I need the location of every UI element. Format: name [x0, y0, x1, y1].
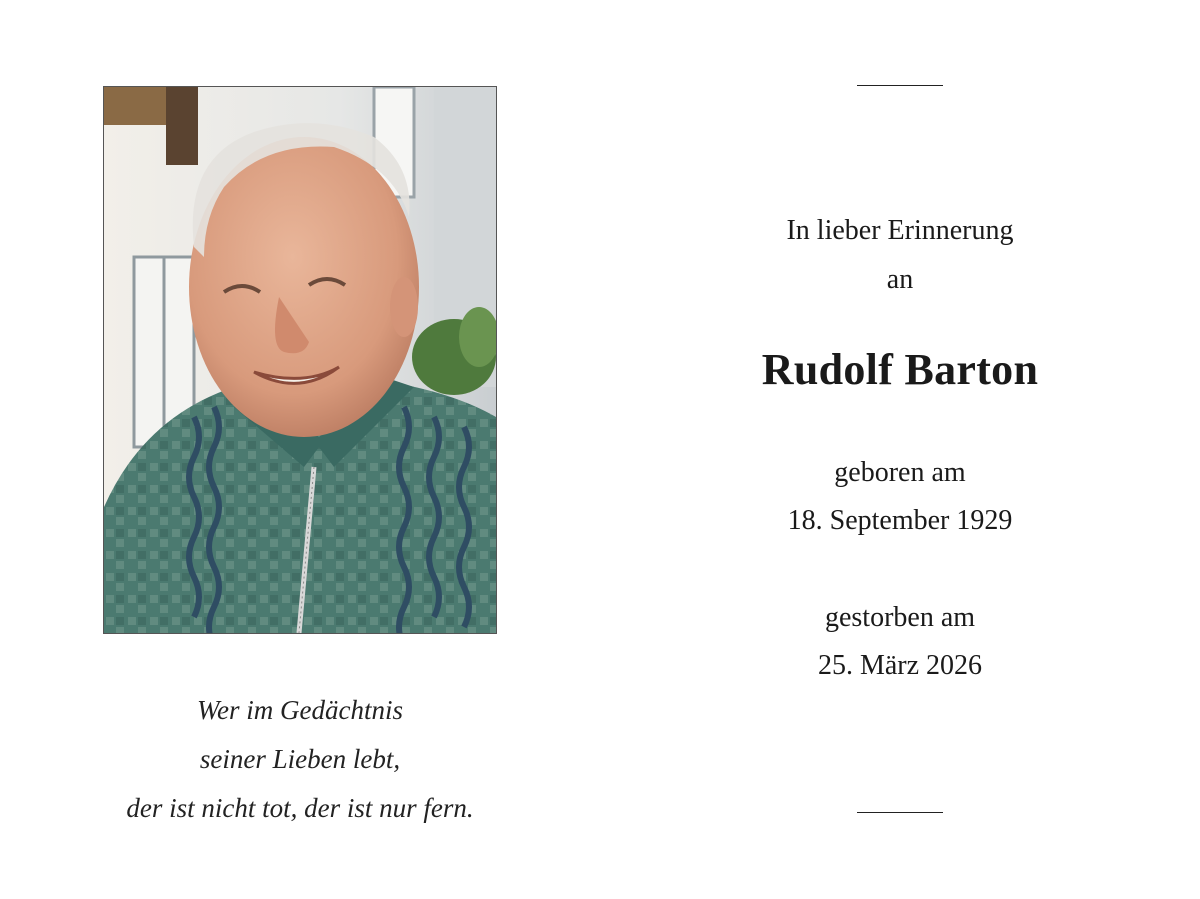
quote-line-3: der ist nicht tot, der ist nur fern.	[126, 793, 474, 823]
memorial-quote	[60, 686, 540, 833]
heading-line-2: an	[886, 264, 914, 295]
portrait-photo-image	[104, 87, 496, 633]
died-date: 25. März 2026	[817, 650, 983, 681]
quote-line-1: Wer im Gedächtnis	[197, 695, 403, 725]
born-date: 18. September 1929	[787, 505, 1013, 536]
bottom-divider	[857, 812, 943, 813]
born-label: geboren am	[834, 457, 966, 488]
portrait-photo	[103, 86, 497, 634]
quote-line-2: seiner Lieben lebt,	[199, 744, 401, 774]
top-divider	[857, 85, 943, 86]
heading-line-1: In lieber Erinnerung	[786, 215, 1014, 246]
deceased-name: Rudolf Barton	[761, 345, 1039, 394]
died-label: gestorben am	[824, 602, 976, 633]
